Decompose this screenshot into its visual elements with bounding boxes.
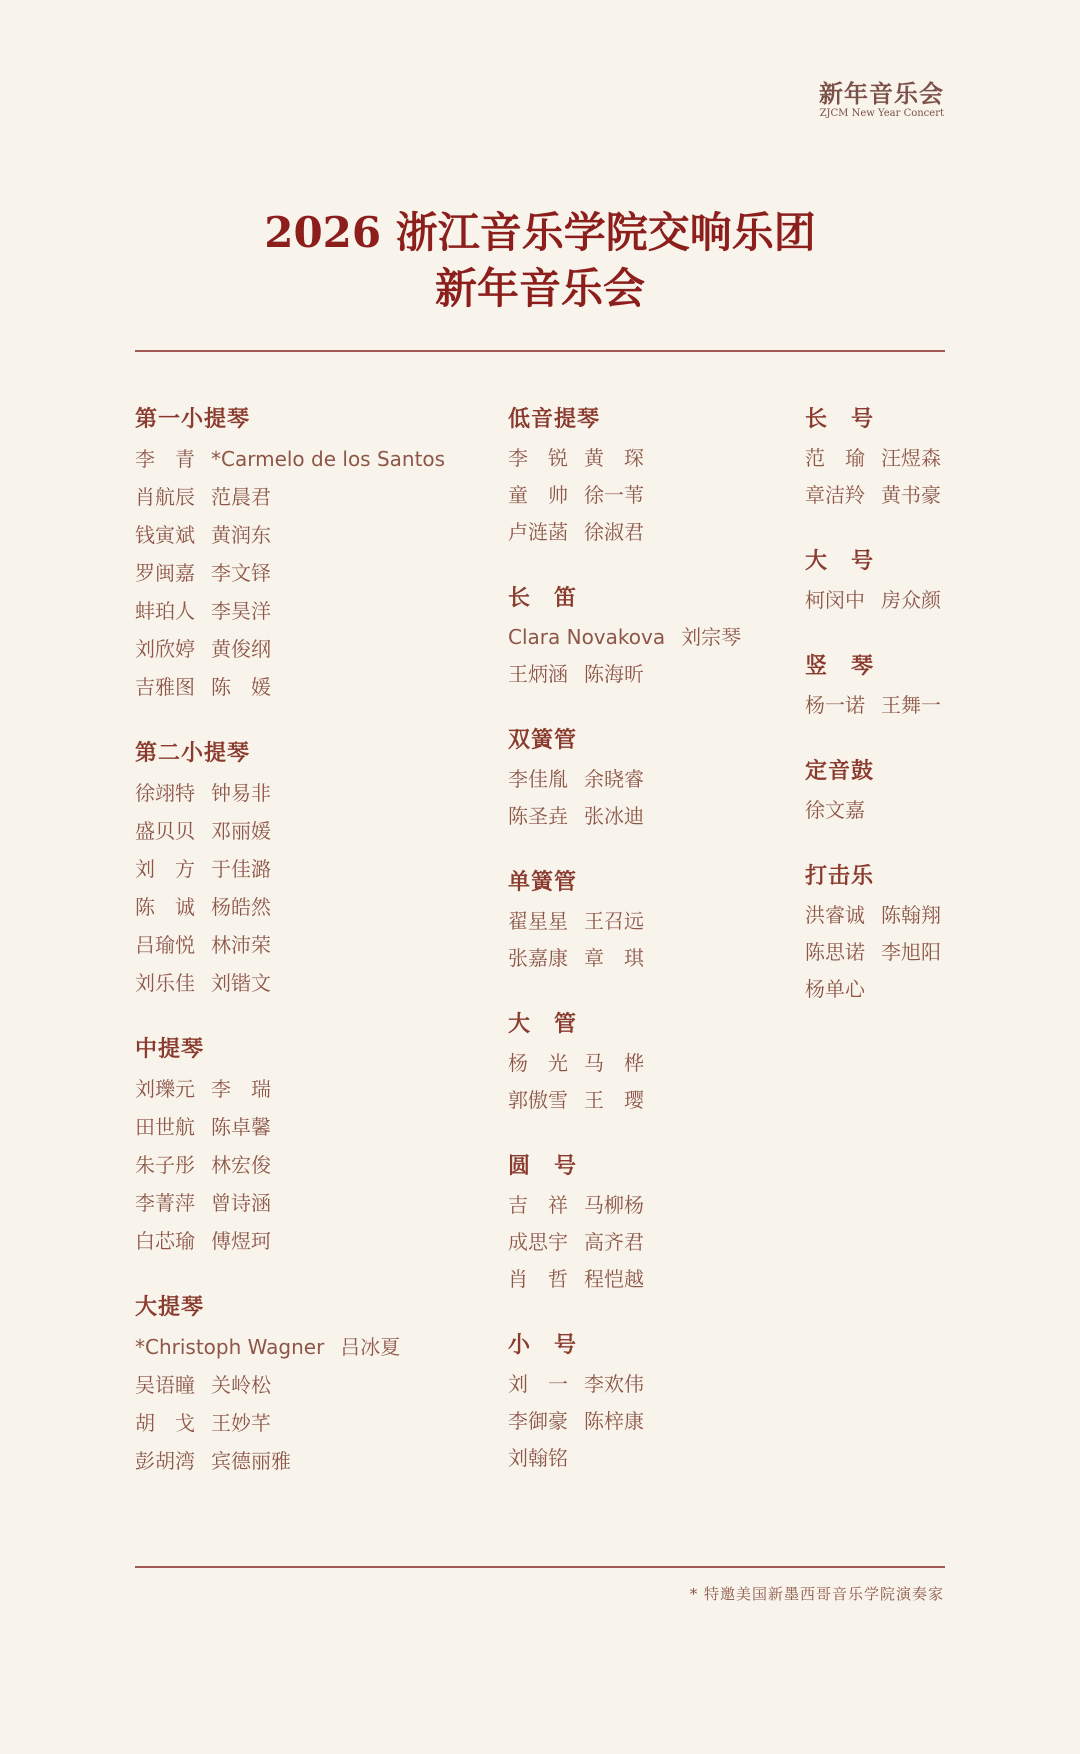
- roster-row: [135, 592, 461, 630]
- musician-name: 刘 方: [135, 857, 195, 881]
- section: [135, 738, 461, 1002]
- section: [805, 404, 957, 514]
- musician-name: 吕冰夏: [340, 1335, 401, 1359]
- roster-row: [508, 761, 757, 798]
- musician-name: 刘宗琴: [681, 625, 742, 649]
- musician-name: 李欢伟: [584, 1372, 644, 1396]
- roster-row: [805, 477, 957, 514]
- section: [805, 756, 957, 829]
- musician-name: 杨皓然: [211, 895, 271, 919]
- section: [135, 1292, 461, 1480]
- musician-name: 章 琪: [584, 946, 644, 970]
- musician-name: 李文铎: [211, 561, 271, 585]
- title-line-1: 2026 浙江音乐学院交响乐团: [264, 208, 816, 257]
- musician-name: 刘瓅元: [135, 1077, 195, 1101]
- page-title: [0, 205, 1080, 317]
- musician-name: 洪睿诚: [805, 903, 865, 927]
- musician-name: 盛贝贝: [135, 819, 195, 843]
- musician-name: 徐一苇: [584, 483, 644, 507]
- section-title: 双簧管: [508, 728, 578, 753]
- musician-name: *Christoph Wagner: [135, 1335, 325, 1359]
- roster-row: [135, 888, 461, 926]
- top-divider: [135, 350, 945, 352]
- musician-name: 刘 一: [508, 1372, 568, 1396]
- roster-row: [135, 668, 461, 706]
- roster-row: [135, 478, 461, 516]
- roster-row: [508, 1082, 757, 1119]
- bottom-divider: [135, 1566, 945, 1568]
- logo-english: ZJCM New Year Concert: [819, 108, 944, 119]
- musician-name: 马 桦: [584, 1051, 644, 1075]
- musician-name: 吴语瞳: [135, 1373, 195, 1397]
- section: [508, 1009, 757, 1119]
- musician-name: 林沛荣: [211, 933, 271, 957]
- musician-name: 章洁羚: [805, 483, 865, 507]
- roster-row: [135, 1108, 461, 1146]
- musician-name: 王炳涵: [508, 662, 568, 686]
- musician-name: 童 帅: [508, 483, 568, 507]
- musician-name: 陈 诚: [135, 895, 195, 919]
- musician-name: 陈卓馨: [211, 1115, 271, 1139]
- logo-chinese: 新年音乐会: [819, 79, 944, 108]
- roster-row: [805, 971, 957, 1008]
- musician-name: 卢涟菡: [508, 520, 568, 544]
- column-2: [508, 404, 757, 1509]
- roster-row: [135, 850, 461, 888]
- section-title: 大 号: [805, 549, 875, 574]
- musician-name: 陈圣垚: [508, 804, 568, 828]
- musician-name: 刘乐佳: [135, 971, 195, 995]
- section: [135, 404, 461, 706]
- musician-name: 李 锐: [508, 446, 568, 470]
- musician-name: 成思宇: [508, 1230, 568, 1254]
- roster-row: [508, 798, 757, 835]
- roster-row: [508, 1440, 757, 1477]
- musician-name: 刘锴文: [211, 971, 271, 995]
- musician-name: 白芯瑜: [135, 1229, 195, 1253]
- musician-name: 张冰迪: [584, 804, 644, 828]
- musician-name: 宾德丽雅: [211, 1449, 291, 1473]
- musician-name: 陈翰翔: [881, 903, 941, 927]
- roster-row: [135, 1328, 461, 1366]
- roster-row: [135, 1442, 461, 1480]
- roster-row: [805, 897, 957, 934]
- roster-row: [508, 903, 757, 940]
- musician-name: 徐淑君: [584, 520, 644, 544]
- roster-row: [508, 1045, 757, 1082]
- section: [805, 861, 957, 1008]
- section-title: 第二小提琴: [135, 741, 251, 766]
- section: [135, 1034, 461, 1260]
- section-title: 竖 琴: [805, 654, 875, 679]
- section: [508, 583, 757, 693]
- musician-name: 胡 戈: [135, 1411, 195, 1435]
- section-title: 长 号: [805, 407, 875, 432]
- roster-row: [508, 477, 757, 514]
- roster-row: [508, 656, 757, 693]
- roster-row: [805, 440, 957, 477]
- section-title: 小 号: [508, 1333, 578, 1358]
- roster-row: [508, 1187, 757, 1224]
- musician-name: 杨一诺: [805, 693, 865, 717]
- musician-name: 林宏俊: [211, 1153, 271, 1177]
- musician-name: 曾诗涵: [211, 1191, 271, 1215]
- musician-name: 钟易非: [211, 781, 271, 805]
- roster-row: [805, 582, 957, 619]
- section-title: 大 管: [508, 1012, 578, 1037]
- musician-name: 傅煜珂: [211, 1229, 271, 1253]
- musician-name: 马柳杨: [584, 1193, 644, 1217]
- title-line-2: 新年音乐会: [434, 264, 645, 313]
- roster-row: [508, 514, 757, 551]
- musician-name: 范晨君: [211, 485, 271, 509]
- musician-name: 刘翰铭: [508, 1446, 568, 1470]
- musician-name: 王妙芊: [211, 1411, 271, 1435]
- roster-row: [135, 812, 461, 850]
- roster-row: [508, 440, 757, 477]
- musician-name: 吉 祥: [508, 1193, 568, 1217]
- musician-name: 陈梓康: [584, 1409, 644, 1433]
- musician-name: 田世航: [135, 1115, 195, 1139]
- section-title: 单簧管: [508, 870, 578, 895]
- roster-row: [805, 792, 957, 829]
- roster-row: [508, 1366, 757, 1403]
- musician-name: 李昊洋: [211, 599, 271, 623]
- musician-name: 彭胡湾: [135, 1449, 195, 1473]
- musician-name: 黄 琛: [584, 446, 644, 470]
- musician-name: 李菁萍: [135, 1191, 195, 1215]
- musician-name: 黄书豪: [881, 483, 941, 507]
- musician-name: 余晓睿: [584, 767, 644, 791]
- musician-name: 杨 光: [508, 1051, 568, 1075]
- musician-name: 张嘉康: [508, 946, 568, 970]
- section: [508, 404, 757, 551]
- musician-name: 李 青: [135, 447, 195, 471]
- column-1: [135, 404, 461, 1512]
- roster-row: [135, 1366, 461, 1404]
- musician-name: 王召远: [584, 909, 644, 933]
- musician-name: *Carmelo de los Santos: [211, 447, 446, 471]
- musician-name: 黄润东: [211, 523, 271, 547]
- roster-row: [805, 687, 957, 724]
- roster-row: [135, 440, 461, 478]
- musician-name: 肖航辰: [135, 485, 195, 509]
- roster-row: [508, 940, 757, 977]
- musician-name: 李旭阳: [881, 940, 941, 964]
- roster-row: [135, 1070, 461, 1108]
- section: [508, 867, 757, 977]
- section-title: 大提琴: [135, 1295, 205, 1320]
- section: [508, 1330, 757, 1477]
- section: [508, 1151, 757, 1298]
- musician-name: 徐翊特: [135, 781, 195, 805]
- section-title: 中提琴: [135, 1037, 205, 1062]
- musician-name: 朱子彤: [135, 1153, 195, 1177]
- musician-name: 李佳胤: [508, 767, 568, 791]
- musician-name: 黄俊纲: [211, 637, 271, 661]
- section-title: 长 笛: [508, 586, 578, 611]
- roster-row: [135, 1222, 461, 1260]
- roster-row: [135, 1146, 461, 1184]
- musician-name: Clara Novakova: [508, 625, 666, 649]
- musician-name: 刘欣婷: [135, 637, 195, 661]
- section: [805, 651, 957, 724]
- musician-name: 高齐君: [584, 1230, 644, 1254]
- roster-row: [135, 774, 461, 812]
- roster-row: [135, 1184, 461, 1222]
- musician-name: 吕瑜悦: [135, 933, 195, 957]
- roster-row: [805, 934, 957, 971]
- roster-row: [508, 1403, 757, 1440]
- musician-name: 程恺越: [584, 1267, 644, 1291]
- musician-name: 罗闽嘉: [135, 561, 195, 585]
- musician-name: 柯闵中: [805, 588, 865, 612]
- musician-name: 钱寅斌: [135, 523, 195, 547]
- roster-row: [135, 1404, 461, 1442]
- musician-name: 杨单心: [805, 977, 865, 1001]
- section-title: 打击乐: [805, 864, 875, 889]
- roster-row: [135, 516, 461, 554]
- musician-name: 陈海昕: [584, 662, 644, 686]
- musician-name: 邓丽媛: [211, 819, 271, 843]
- section-title: 低音提琴: [508, 407, 601, 432]
- roster-row: [508, 1261, 757, 1298]
- roster-row: [135, 926, 461, 964]
- musician-name: 汪煜森: [881, 446, 941, 470]
- musician-name: 郭傲雪: [508, 1088, 568, 1112]
- section-title: 第一小提琴: [135, 407, 251, 432]
- musician-name: 肖 哲: [508, 1267, 568, 1291]
- musician-name: 王舞一: [881, 693, 941, 717]
- musician-name: 王 璎: [584, 1088, 644, 1112]
- section: [805, 546, 957, 619]
- musician-name: 李御豪: [508, 1409, 568, 1433]
- musician-name: 吉雅图: [135, 675, 195, 699]
- musician-name: 翟星星: [508, 909, 568, 933]
- musician-name: 陈思诺: [805, 940, 865, 964]
- musician-name: 徐文嘉: [805, 798, 865, 822]
- musician-name: 关岭松: [211, 1373, 271, 1397]
- column-3: [805, 404, 957, 1040]
- section-title: 定音鼓: [805, 759, 875, 784]
- footnote: * 特邀美国新墨西哥音乐学院演奏家: [689, 1585, 944, 1603]
- roster-row: [135, 630, 461, 668]
- roster-row: [508, 619, 757, 656]
- musician-name: 范 瑜: [805, 446, 865, 470]
- musician-name: 蚌珀人: [135, 599, 195, 623]
- roster-row: [508, 1224, 757, 1261]
- musician-name: 于佳潞: [211, 857, 271, 881]
- concert-logo: [819, 80, 944, 120]
- roster-row: [135, 554, 461, 592]
- section: [508, 725, 757, 835]
- section-title: 圆 号: [508, 1154, 578, 1179]
- roster-row: [135, 964, 461, 1002]
- musician-name: 李 瑞: [211, 1077, 271, 1101]
- musician-name: 陈 媛: [211, 675, 271, 699]
- musician-name: 房众颜: [881, 588, 941, 612]
